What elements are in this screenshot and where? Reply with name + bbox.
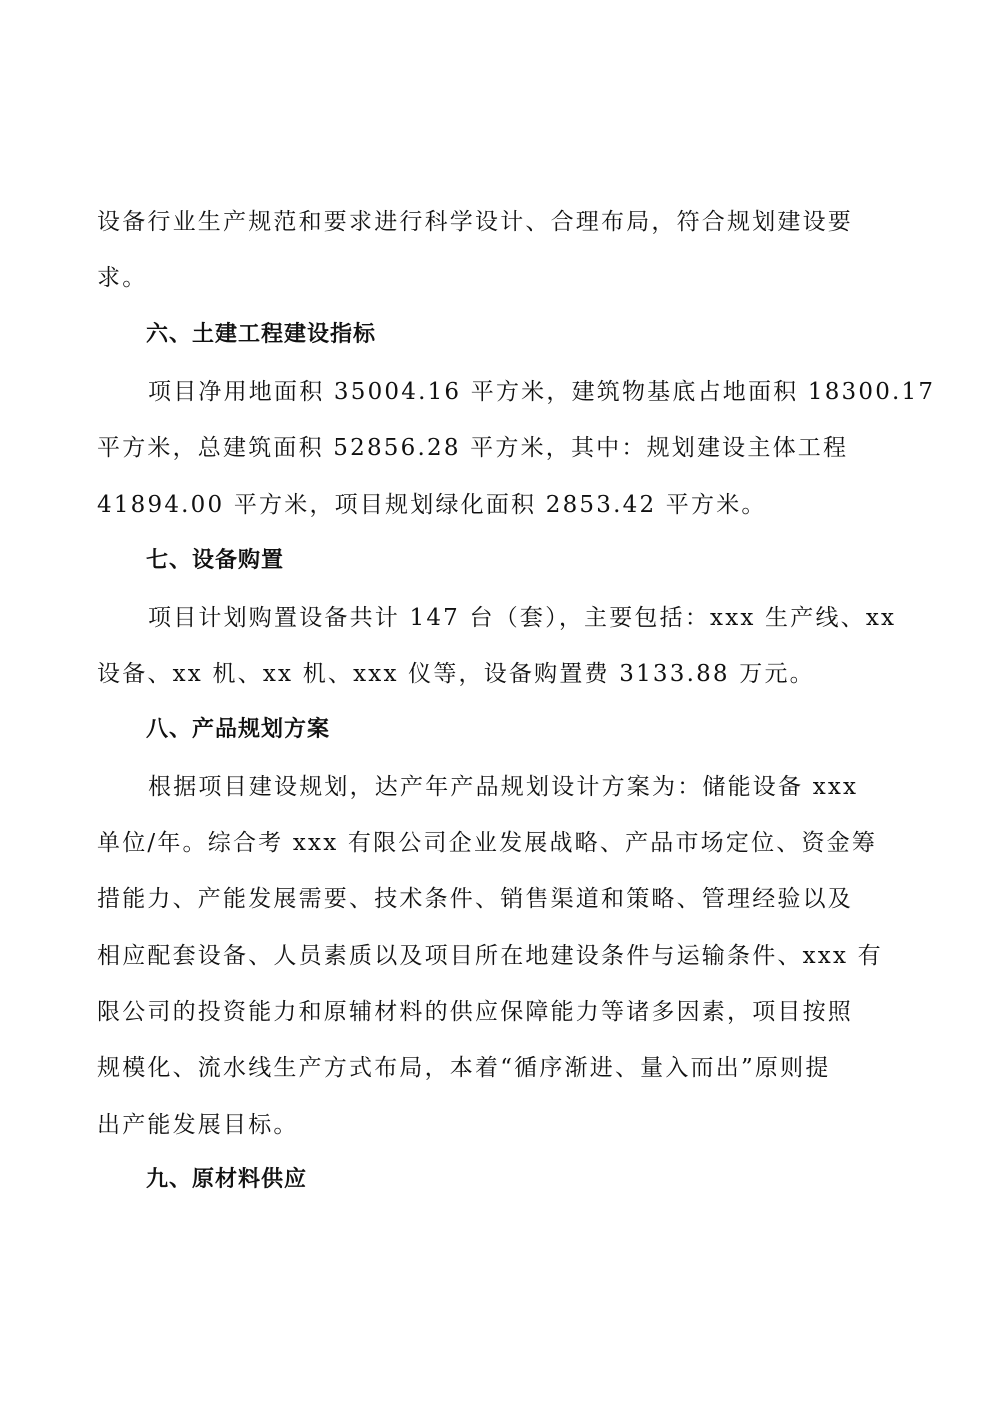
body-text-line: 平方米，总建筑面积 52856.28 平方米，其中：规划建设主体工程 (97, 435, 849, 461)
body-text-line: 41894.00 平方米，项目规划绿化面积 2853.42 平方米。 (97, 492, 767, 518)
body-text-line: 规模化、流水线生产方式布局，本着“循序渐进、量入而出”原则提 (97, 1055, 831, 1081)
section-heading-equipment-purchase: 七、设备购置 (146, 548, 285, 573)
body-text-line: 出产能发展目标。 (97, 1112, 299, 1138)
body-text-line: 设备行业生产规范和要求进行科学设计、合理布局，符合规划建设要 (97, 209, 853, 235)
body-text-line: 限公司的投资能力和原辅材料的供应保障能力等诸多因素，项目按照 (97, 999, 853, 1025)
body-text-line: 措能力、产能发展需要、技术条件、销售渠道和策略、管理经验以及 (97, 886, 853, 912)
section-heading-civil-engineering: 六、土建工程建设指标 (146, 322, 377, 347)
section-heading-raw-materials: 九、原材料供应 (146, 1167, 308, 1192)
body-text-line: 根据项目建设规划，达产年产品规划设计方案为：储能设备 xxx (148, 774, 859, 800)
body-text-line: 项目净用地面积 35004.16 平方米，建筑物基底占地面积 18300.17 (148, 379, 936, 405)
section-heading-product-plan: 八、产品规划方案 (146, 717, 331, 742)
body-text-line: 设备、xx 机、xx 机、xxx 仪等，设备购置费 3133.88 万元。 (97, 661, 815, 687)
body-text-line: 求。 (97, 265, 148, 291)
body-text-line: 项目计划购置设备共计 147 台（套），主要包括：xxx 生产线、xx (148, 605, 897, 631)
body-text-line: 单位/年。综合考 xxx 有限公司企业发展战略、产品市场定位、资金筹 (97, 830, 878, 856)
body-text-line: 相应配套设备、人员素质以及项目所在地建设条件与运输条件、xxx 有 (97, 943, 883, 969)
